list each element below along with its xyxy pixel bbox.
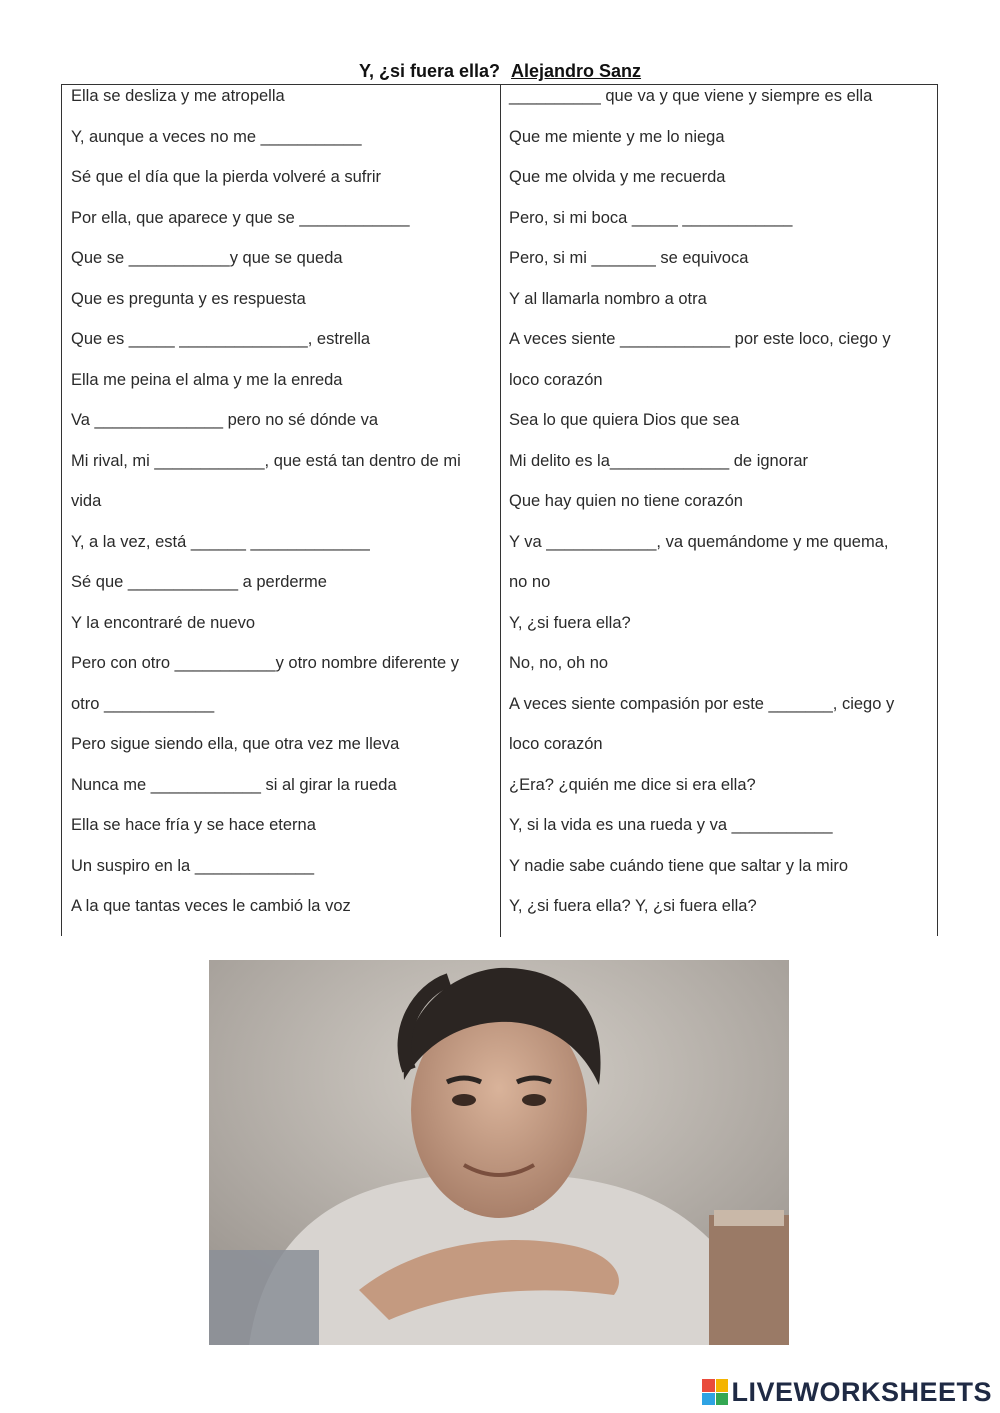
worksheet-title: [0, 58, 1000, 84]
lyric-line: A veces siente ____________ por este loco, ciego y: [509, 330, 891, 348]
lyrics-column-left: [71, 85, 496, 937]
lyric-line: vida: [71, 492, 102, 510]
lyric-line: Que hay quien no tiene corazón: [509, 492, 743, 510]
lyric-line: Y nadie sabe cuándo tiene que saltar y la miro: [509, 856, 849, 875]
lyrics-column-right: [509, 85, 937, 937]
lyric-line: Y, si la vida es una rueda y va ___________: [509, 816, 833, 834]
lyric-line: Y la encontraré de nuevo: [71, 613, 256, 632]
lyric-line: __________ que va y que viene y siempre es ella: [509, 87, 873, 105]
lyric-line: Por ella, que aparece y que se ____________: [71, 208, 410, 227]
lyric-line: Ella se hace fría y se hace eterna: [71, 816, 316, 834]
lyric-line: Que es pregunta y es respuesta: [71, 289, 306, 308]
lyric-line: Y, a la vez, está ______ _____________: [71, 532, 370, 551]
lyric-line: Y, aunque a veces no me ___________: [71, 127, 362, 146]
artist-portrait-illustration: [209, 960, 789, 1345]
lyric-line: Y va ____________, va quemándome y me quema,: [509, 532, 889, 551]
lyric-line: A veces siente compasión por este _______, ciego y: [509, 694, 895, 713]
lyric-line: Ella se desliza y me atropella: [71, 87, 285, 105]
lyric-line: Que es _____ ______________, estrella: [71, 330, 371, 348]
lyric-line: Que se ___________y que se queda: [71, 249, 343, 267]
lyric-line: A la que tantas veces le cambió la voz: [71, 897, 351, 915]
lyric-line: Y, ¿si fuera ella? Y, ¿si fuera ella?: [509, 897, 757, 915]
lyric-line: Y, ¿si fuera ella?: [509, 613, 631, 632]
lyric-line: Sea lo que quiera Dios que sea: [509, 411, 740, 429]
lyric-line: Nunca me ____________ si al girar la rueda: [71, 775, 397, 794]
column-divider: [500, 85, 501, 937]
artist-photo: [209, 960, 789, 1345]
lyric-line: loco corazón: [509, 370, 603, 389]
liveworksheets-logo: [702, 1377, 992, 1407]
lyric-line: Que me miente y me lo niega: [509, 127, 725, 146]
lyric-line: no no: [509, 573, 551, 591]
lyric-line: otro ____________: [71, 694, 215, 713]
logo-mark-icon: [702, 1379, 728, 1405]
lyric-line: No, no, oh no: [509, 654, 609, 672]
lyric-line: Sé que ____________ a perderme: [71, 573, 327, 591]
lyric-line: Mi rival, mi ____________, que está tan dentro de mi: [71, 451, 461, 470]
lyric-line: Que me olvida y me recuerda: [509, 168, 726, 186]
lyric-line: Va ______________ pero no sé dónde va: [71, 411, 379, 429]
lyric-line: Ella me peina el alma y me la enreda: [71, 370, 343, 389]
song-title: Y, ¿si fuera ella?: [358, 61, 500, 81]
lyric-line: ¿Era? ¿quién me dice si era ella?: [509, 775, 756, 794]
lyric-line: Pero, si mi boca _____ ____________: [509, 208, 793, 227]
artist-name: Alejandro Sanz: [511, 61, 642, 81]
lyric-line: Pero con otro ___________y otro nombre diferente y: [71, 654, 460, 672]
lyric-line: loco corazón: [509, 735, 603, 753]
lyrics-table: [61, 84, 938, 936]
lyric-line: Sé que el día que la pierda volveré a sufrir: [71, 168, 382, 186]
logo-text: LIVEWORKSHEETS: [731, 1376, 992, 1407]
lyric-line: Pero sigue siendo ella, que otra vez me lleva: [71, 735, 400, 753]
lyric-line: Y al llamarla nombro a otra: [509, 289, 707, 308]
lyric-line: Mi delito es la_____________ de ignorar: [509, 451, 809, 470]
lyric-line: Pero, si mi _______ se equivoca: [509, 249, 749, 267]
lyric-line: Un suspiro en la _____________: [71, 856, 315, 875]
